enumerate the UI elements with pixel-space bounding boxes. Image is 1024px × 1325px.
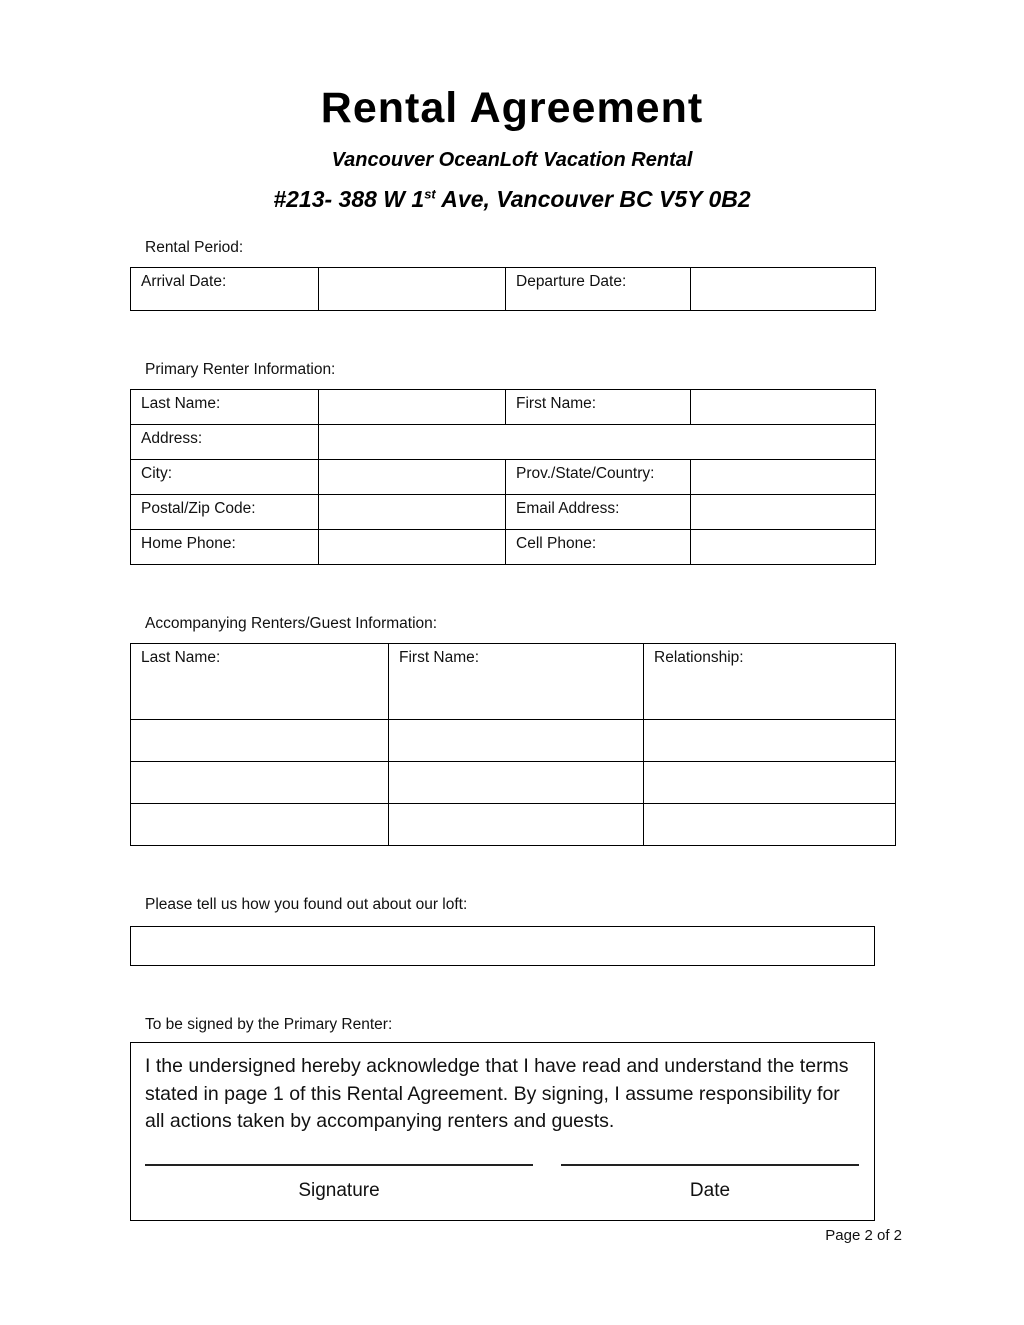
home-phone-field[interactable] (319, 530, 506, 565)
found-out-field[interactable] (130, 926, 875, 966)
address-label: Address: (131, 425, 319, 460)
date-label: Date (689, 1180, 731, 1202)
first-name-label: First Name: (506, 390, 691, 425)
address-prefix: #213- 388 W 1 (273, 186, 425, 212)
date-column (561, 1164, 859, 1202)
acc-row3-first-name-field[interactable] (389, 804, 644, 846)
acc-relationship-header: Relationship: (644, 644, 896, 720)
acc-row1-last-name-field[interactable] (131, 720, 389, 762)
table-row (131, 390, 876, 425)
acc-first-name-header: First Name: (389, 644, 644, 720)
arrival-date-label: Arrival Date: (131, 268, 319, 311)
rental-period-table (130, 267, 876, 311)
home-phone-label: Home Phone: (131, 530, 319, 565)
table-row (131, 495, 876, 530)
postal-zip-label: Postal/Zip Code: (131, 495, 319, 530)
acc-row3-relationship-field[interactable] (644, 804, 896, 846)
acc-last-name-header: Last Name: (131, 644, 389, 720)
accompanying-section-label: Accompanying Renters/Guest Information: (145, 615, 438, 632)
acc-row2-first-name-field[interactable] (389, 762, 644, 804)
acc-row1-first-name-field[interactable] (389, 720, 644, 762)
address-superscript: st (424, 186, 436, 202)
table-row (131, 720, 896, 762)
last-name-label: Last Name: (131, 390, 319, 425)
last-name-field[interactable] (319, 390, 506, 425)
signature-label: Signature (298, 1180, 380, 1202)
table-row (131, 425, 876, 460)
cell-phone-label: Cell Phone: (506, 530, 691, 565)
table-row (131, 268, 876, 311)
page-title: Rental Agreement (320, 84, 704, 132)
table-row (131, 804, 896, 846)
signature-section-label: To be signed by the Primary Renter: (145, 1016, 393, 1033)
primary-renter-section-label: Primary Renter Information: (145, 361, 336, 378)
signature-box (130, 1042, 875, 1221)
email-field[interactable] (691, 495, 876, 530)
prov-state-country-label: Prov./State/Country: (506, 460, 691, 495)
table-row (131, 460, 876, 495)
email-label: Email Address: (506, 495, 691, 530)
found-out-label: Please tell us how you found out about our loft: (145, 896, 468, 913)
acc-row2-relationship-field[interactable] (644, 762, 896, 804)
city-label: City: (131, 460, 319, 495)
city-field[interactable] (319, 460, 506, 495)
rental-period-section-label: Rental Period: (145, 239, 244, 256)
address-field[interactable] (319, 425, 876, 460)
signature-column (145, 1164, 533, 1202)
cell-phone-field[interactable] (691, 530, 876, 565)
table-row (131, 762, 896, 804)
table-row (131, 530, 876, 565)
arrival-date-field[interactable] (319, 268, 506, 311)
departure-date-label: Departure Date: (506, 268, 691, 311)
postal-zip-field[interactable] (319, 495, 506, 530)
first-name-field[interactable] (691, 390, 876, 425)
departure-date-field[interactable] (691, 268, 876, 311)
date-line[interactable] (561, 1164, 859, 1166)
signature-line[interactable] (145, 1164, 533, 1166)
accompanying-table (130, 643, 896, 846)
prov-state-country-field[interactable] (691, 460, 876, 495)
address-line (0, 186, 1024, 213)
acc-row2-last-name-field[interactable] (131, 762, 389, 804)
page-number: Page 2 of 2 (825, 1227, 902, 1245)
acknowledgement-text: I the undersigned hereby acknowledge that I have read and understand the terms stated in page 1 of this Rental Agreement. By signing, I assume responsibility for all actions taken by accompanying renters and guests. (145, 1055, 849, 1133)
address-suffix: Ave, Vancouver BC V5Y 0B2 (435, 186, 751, 212)
acc-row3-last-name-field[interactable] (131, 804, 389, 846)
acc-row1-relationship-field[interactable] (644, 720, 896, 762)
primary-renter-table (130, 389, 876, 565)
document-subtitle: Vancouver OceanLoft Vacation Rental (331, 149, 693, 171)
signature-lines-row (145, 1164, 860, 1202)
table-header-row (131, 644, 896, 720)
